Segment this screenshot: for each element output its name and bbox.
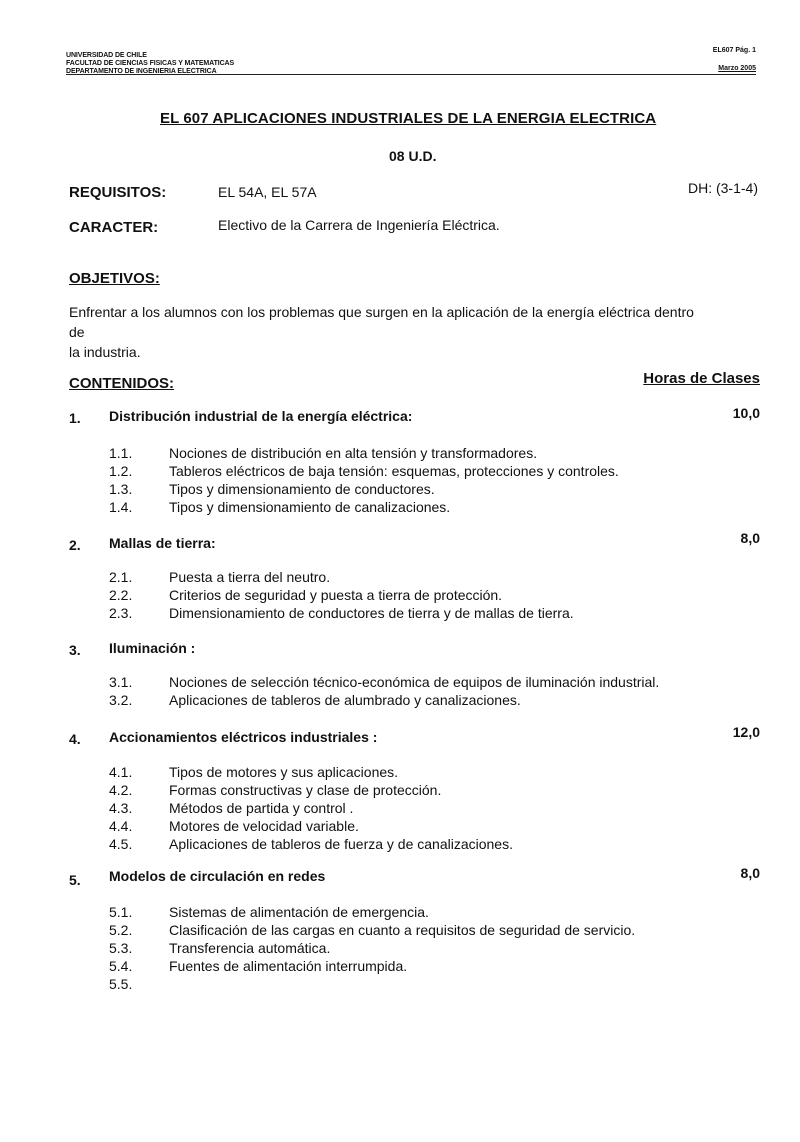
faculty-name: FACULTAD DE CIENCIAS FISICAS Y MATEMATICAS	[66, 60, 235, 67]
objetivos-line: la industria.	[69, 344, 141, 360]
requisitos-value: EL 54A, EL 57A	[218, 184, 317, 200]
document-date: Marzo 2005	[718, 65, 756, 72]
objetivos-line: de	[69, 324, 85, 340]
section-number: 1.	[69, 410, 81, 426]
section-title: Mallas de tierra:	[109, 535, 216, 551]
section-number: 2.	[69, 537, 81, 553]
section-hours: 8,0	[740, 530, 760, 546]
section-hours: 12,0	[732, 724, 760, 740]
university-name: UNIVERSIDAD DE CHILE	[66, 52, 147, 59]
requisitos-label: REQUISITOS:	[69, 184, 167, 201]
objetivos-line: Enfrentar a los alumnos con los problemas que surgen en la aplicación de la energía eléctrica dentro	[69, 304, 694, 320]
header-institution	[66, 52, 234, 76]
hours-heading: Horas de Clases	[643, 370, 760, 387]
course-units: 08 U.D.	[389, 148, 437, 164]
section-hours: 10,0	[732, 405, 760, 421]
section-title: Modelos de circulación en redes	[109, 868, 326, 884]
section-title: Accionamientos eléctricos industriales :	[109, 729, 378, 745]
dh-value: DH: (3-1-4)	[687, 180, 758, 196]
objetivos-text	[69, 302, 769, 362]
contenidos-heading: CONTENIDOS:	[69, 375, 174, 392]
section-number: 3.	[69, 642, 81, 658]
caracter-value: Electivo de la Carrera de Ingeniería Eléctrica.	[218, 217, 500, 233]
course-title: EL 607 APLICACIONES INDUSTRIALES DE LA ENERGIA ELECTRICA	[160, 110, 657, 127]
objetivos-heading: OBJETIVOS:	[69, 270, 160, 287]
caracter-label: CARACTER:	[69, 219, 159, 236]
page-reference: EL607 Pág. 1	[712, 47, 756, 54]
section-number: 5.	[69, 872, 81, 888]
section-number: 4.	[69, 731, 81, 747]
section-title: Distribución industrial de la energía eléctrica:	[109, 408, 413, 424]
section-title: Iluminación :	[109, 640, 196, 656]
section-hours: 8,0	[740, 865, 760, 881]
department-name: DEPARTAMENTO DE INGENIERIA ELECTRICA	[66, 68, 217, 75]
header-divider	[66, 74, 756, 75]
